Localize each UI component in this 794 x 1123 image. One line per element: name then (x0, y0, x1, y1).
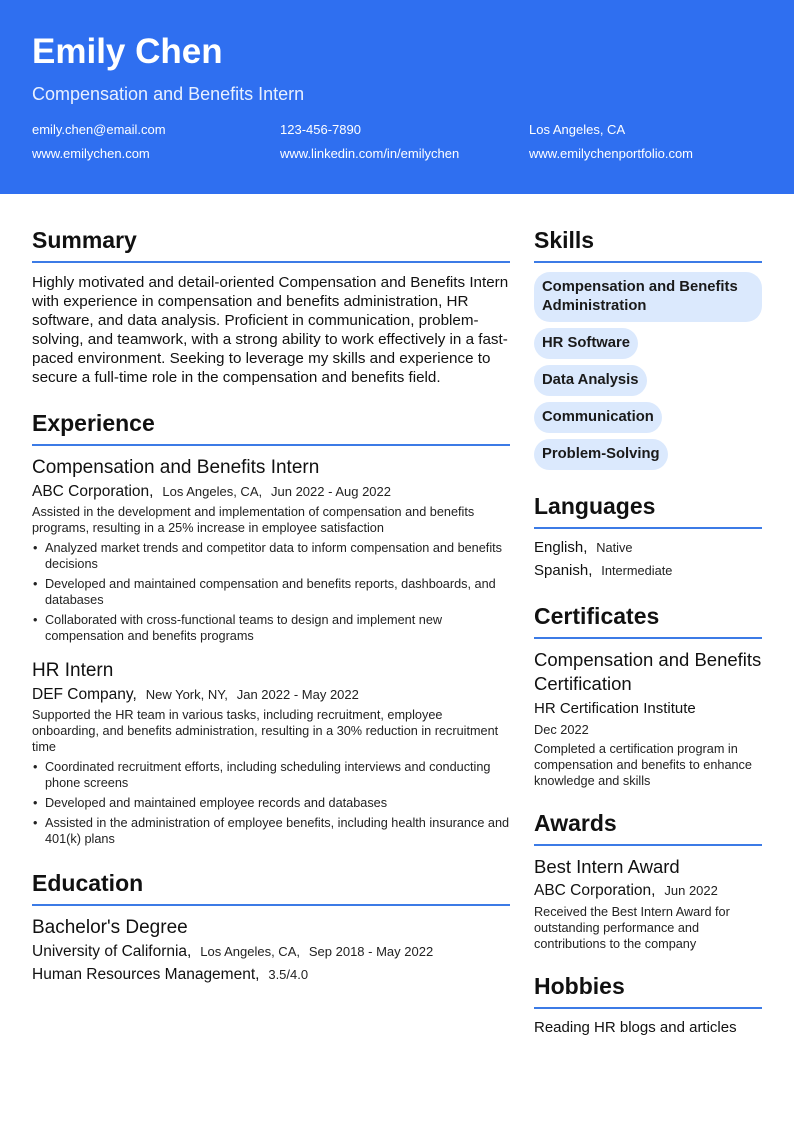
award-description: Received the Best Intern Award for outstanding performance and contributions to the company (534, 905, 730, 951)
languages-section (534, 492, 762, 582)
job-title: Compensation and Benefits Intern (32, 457, 320, 478)
school-name: University of California, (32, 943, 192, 960)
award-issuer: ABC Corporation, (534, 882, 656, 899)
job-entry (32, 659, 510, 847)
phone-number: 123-456-7890 (280, 122, 361, 137)
awards-section (534, 809, 762, 952)
education-meta (32, 942, 510, 962)
list-item: • Developed and maintained compensation and benefits reports, dashboards, and databases (33, 577, 496, 607)
list-item: • Coordinated recruitment efforts, including scheduling interviews and conducting phone screens (33, 760, 491, 790)
bullet-icon: • (33, 613, 38, 627)
job-entry (32, 456, 510, 644)
skill-tag: HR Software (534, 328, 638, 359)
bullet-icon: • (33, 577, 38, 591)
location: Los Angeles, CA (529, 122, 626, 137)
job-location: New York, NY, (145, 687, 228, 702)
job-dates: Jan 2022 - May 2022 (236, 687, 359, 702)
job-dates: Jun 2022 - Aug 2022 (271, 484, 391, 499)
skill-tag: Communication (534, 402, 662, 433)
section-heading: Certificates (534, 602, 762, 639)
school-location: Los Angeles, CA, (200, 944, 300, 959)
language-item (534, 536, 762, 559)
section-heading: Languages (534, 492, 762, 529)
skills-list (534, 272, 762, 476)
bullet-icon: • (33, 796, 38, 810)
candidate-title: Compensation and Benefits Intern (32, 84, 305, 104)
section-heading: Experience (32, 409, 510, 446)
language-name: Spanish, (534, 562, 593, 579)
website-link[interactable]: www.emilychen.com (32, 146, 150, 161)
certificate-title: Compensation and Benefits Certification (534, 649, 762, 694)
education-dates: Sep 2018 - May 2022 (308, 944, 434, 959)
hobbies-section (534, 972, 762, 1038)
section-heading: Hobbies (534, 972, 762, 1009)
skill-tag: Data Analysis (534, 365, 647, 396)
certificate-date: Dec 2022 (534, 722, 589, 737)
section-heading: Summary (32, 226, 510, 263)
job-bullets (32, 540, 510, 644)
candidate-name: Emily Chen (32, 32, 223, 71)
side-column (534, 226, 762, 1038)
email-link[interactable]: emily.chen@email.com (32, 122, 166, 137)
job-description: Supported the HR team in various tasks, including recruitment, employee onboarding, and benefits administration, resulting in a 30% reduction in recruitment time (32, 708, 499, 754)
certificate-description: Completed a certification program in compensation and benefits to enhance knowledge and skills (534, 742, 752, 788)
skills-section (534, 226, 762, 476)
company-name: DEF Company, (32, 686, 137, 703)
list-item: • Collaborated with cross-functional teams to design and implement new compensation and benefits programs (33, 613, 443, 643)
language-name: English, (534, 539, 588, 556)
summary-text: Highly motivated and detail-oriented Compensation and Benefits Intern with experience in compensation and benefits administration, HR software, and data analysis. Proficient in communication, problem-solving, and teamwork, with a strong ability to work effectively in a fast-paced environment. Seeking to leverage my skills and experience to secure a full-time role in the compensation and benefits field. (32, 274, 509, 386)
job-location: Los Angeles, CA, (162, 484, 263, 499)
section-heading: Education (32, 869, 510, 906)
award-date: Jun 2022 (664, 883, 718, 898)
resume-header (0, 0, 794, 194)
language-level: Native (596, 540, 633, 555)
bullet-icon: • (33, 760, 38, 774)
summary-section (32, 226, 510, 387)
certificate-issuer: HR Certification Institute (534, 700, 696, 717)
job-description: Assisted in the development and implementation of compensation and benefits programs, resulting in a 25% increase in employee satisfaction (32, 505, 475, 535)
bullet-icon: • (33, 816, 38, 830)
job-title: HR Intern (32, 660, 114, 681)
languages-list (534, 536, 762, 582)
award-meta (534, 881, 762, 901)
gpa: 3.5/4.0 (268, 967, 309, 982)
job-bullets (32, 759, 510, 847)
job-meta (32, 685, 510, 705)
certificates-section (534, 602, 762, 789)
experience-section (32, 409, 510, 847)
linkedin-link[interactable]: www.linkedin.com/in/emilychen (280, 146, 460, 161)
section-heading: Awards (534, 809, 762, 846)
list-item: • Analyzed market trends and competitor data to inform compensation and benefits decisions (33, 541, 503, 571)
hobby-item: Reading HR blogs and articles (534, 1019, 737, 1036)
education-section (32, 869, 510, 985)
list-item: • Developed and maintained employee records and databases (33, 796, 388, 810)
language-item (534, 559, 762, 582)
skill-tag: Compensation and Benefits Administration (534, 272, 762, 322)
section-heading: Skills (534, 226, 762, 263)
field-name: Human Resources Management, (32, 966, 260, 983)
degree: Bachelor's Degree (32, 917, 188, 938)
bullet-icon: • (33, 541, 38, 555)
field-of-study (32, 965, 510, 985)
language-level: Intermediate (601, 563, 673, 578)
list-item: • Assisted in the administration of employee benefits, including health insurance and 401(k) plans (33, 816, 510, 846)
award-title: Best Intern Award (534, 856, 680, 877)
job-meta (32, 482, 510, 502)
skill-tag: Problem-Solving (534, 439, 668, 470)
company-name: ABC Corporation, (32, 483, 154, 500)
main-column (32, 226, 510, 985)
portfolio-link[interactable]: www.emilychenportfolio.com (529, 146, 694, 161)
